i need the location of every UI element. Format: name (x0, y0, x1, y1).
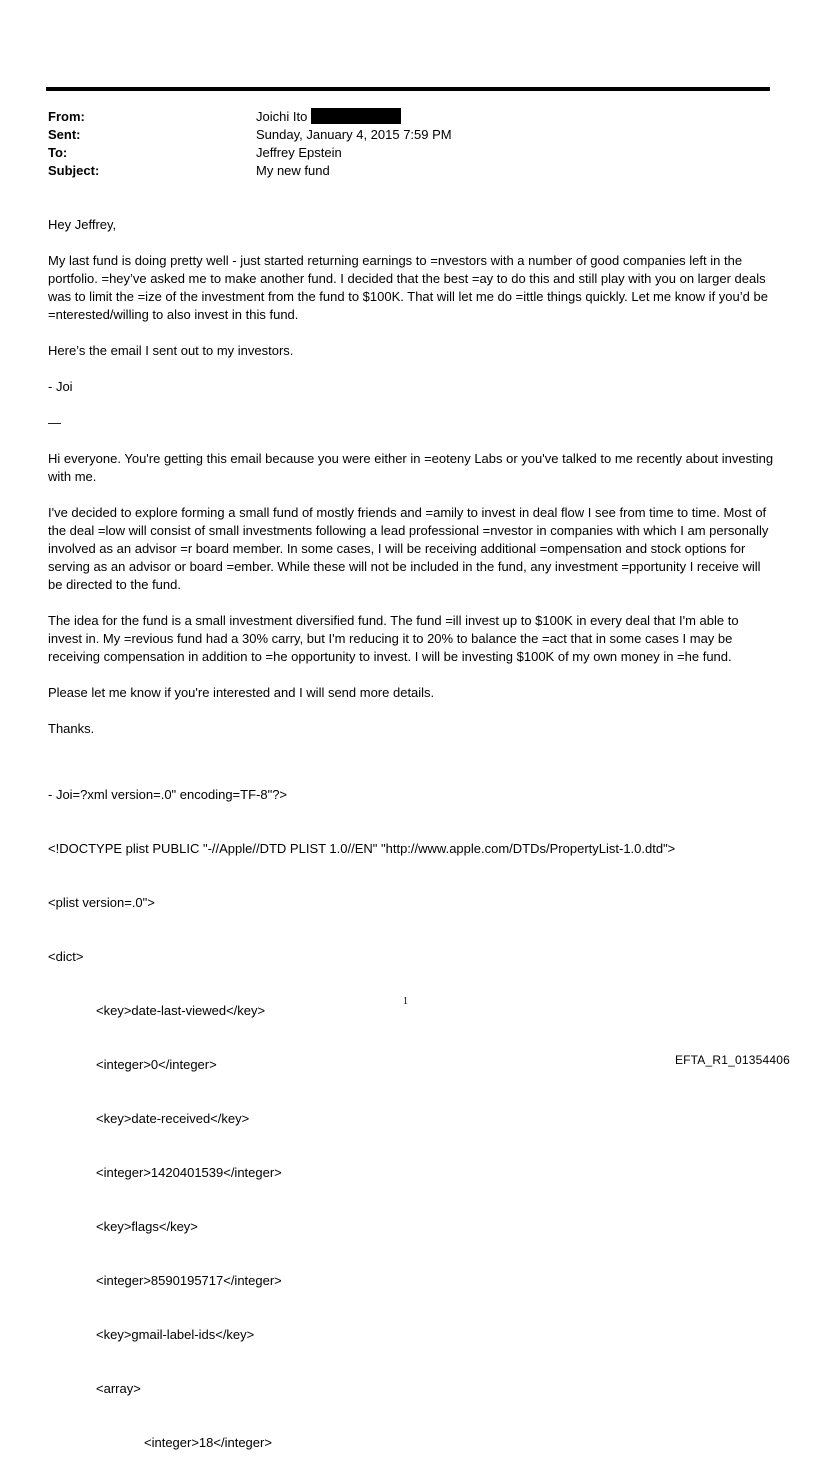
body-paragraph: Please let me know if you're interested and I will send more details. (48, 685, 435, 700)
sent-row (48, 126, 452, 144)
body-paragraph: The idea for the fund is a small investment diversified fund. The fund =ill invest up to $100K in every deal that I'm able to invest in. My =revious fund had a 30% carry, but I'm reducing it to 20% to balance the =act that in some cases I may be receiving compensation in addition to =he opportunity to invest. I will be investing $100K of my own money in =he fund. (48, 613, 739, 664)
xml-line: <key>gmail-label-ids</key> (96, 1327, 255, 1342)
signature: - Joi (48, 379, 73, 394)
page-number: 1 (403, 996, 408, 1007)
xml-line: <key>flags</key> (96, 1219, 198, 1234)
from-value: Joichi Ito (256, 109, 308, 124)
to-label: To: (48, 145, 68, 160)
sent-value: Sunday, January 4, 2015 7:59 PM (256, 127, 452, 142)
bates-number: EFTA_R1_01354406 (674, 1053, 790, 1067)
closing: Thanks. (48, 721, 95, 736)
subject-value: My new fund (256, 163, 330, 178)
xml-line: <integer>8590195717</integer> (96, 1273, 282, 1288)
xml-line: <key>date-last-viewed</key> (96, 1003, 266, 1018)
body-paragraph: My last fund is doing pretty well - just started returning earnings to =nvestors with a number of good companies left in the portfolio. =hey’ve asked me to make another fund. I decided that the best =ay to do this and still play with you on larger deals was to limit the =ize of the investment from the fund to $100K. That will let me do =ittle things quickly. Let me know if you’d be =nterested/willing to also invest in this fund. (48, 253, 768, 322)
sent-label: Sent: (48, 127, 81, 142)
xml-line: <array> (96, 1381, 141, 1396)
xml-line: <integer>1420401539</integer> (96, 1165, 282, 1180)
from-row (48, 108, 452, 126)
redaction-box (311, 108, 401, 124)
header-rule (46, 87, 770, 91)
xml-line: <!DOCTYPE plist PUBLIC "-//Apple//DTD PLIST 1.0//EN" "http://www.apple.com/DTDs/PropertyList-1.0.dtd"> (48, 841, 676, 856)
to-row (48, 144, 452, 162)
subject-label: Subject: (48, 163, 100, 178)
subject-row (48, 162, 452, 180)
to-value: Jeffrey Epstein (256, 145, 342, 160)
email-header (48, 108, 452, 180)
body-paragraph: Hi everyone. You're getting this email because you were either in =eoteny Labs or you've talked to me recently about investing with me. (48, 451, 774, 484)
from-label: From: (48, 109, 85, 124)
xml-dump (48, 750, 675, 1470)
xml-line: <key>date-received</key> (96, 1111, 250, 1126)
greeting: Hey Jeffrey, (48, 217, 117, 232)
xml-line: <integer>18</integer> (144, 1435, 272, 1450)
xml-line: <plist version=.0"> (48, 895, 155, 910)
xml-line: - Joi=?xml version=.0" encoding=TF-8"?> (48, 787, 288, 802)
xml-line: <dict> (48, 949, 84, 964)
email-body (48, 216, 774, 756)
body-paragraph: Here’s the email I sent out to my investors. (48, 343, 294, 358)
body-paragraph: I've decided to explore forming a small fund of mostly friends and =amily to invest in deal flow I see from time to time. Most of the deal =low will consist of small investments following a lead professional =nvestor in companies with which I am personally involved as an advisor =r board member. In some cases, I will be receiving additional =ompensation and stock options for serving as an advisor or board =ember. While these will not be included in the fund, any investment =pportunity I receive will be directed to the fund. (48, 505, 769, 592)
separator-dash: — (48, 415, 61, 430)
xml-line: <integer>0</integer> (96, 1057, 217, 1072)
